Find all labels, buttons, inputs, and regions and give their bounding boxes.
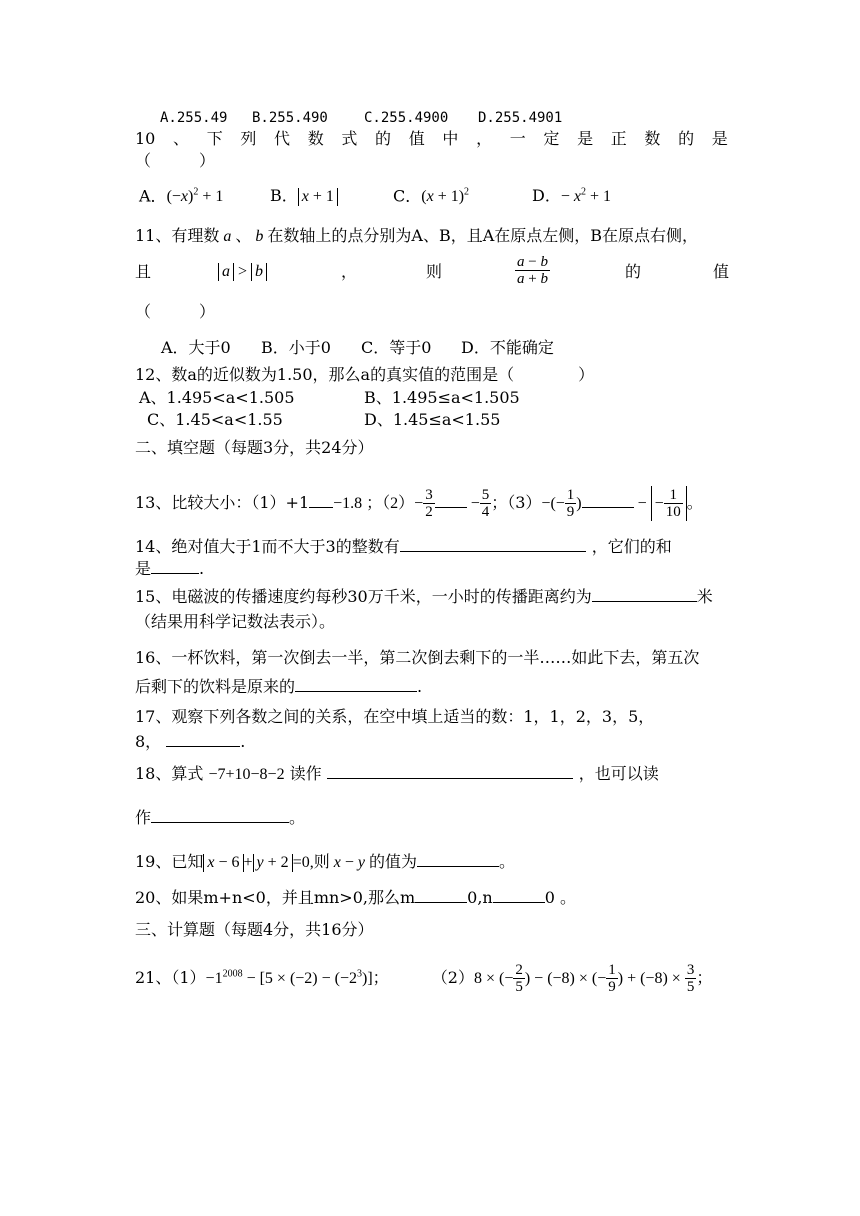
q11-answer-paren: （ ） [135, 302, 216, 321]
q11-option-d: D．不能确定 [461, 338, 554, 357]
q10-char: 下 [206, 129, 223, 148]
q11-option-b: B．小于0 [261, 338, 331, 357]
q10-char: 一 [509, 129, 526, 148]
q10-options [139, 183, 611, 207]
q10-char: 正 [610, 129, 627, 148]
q17-line2: 8， . [135, 732, 246, 751]
q10-char: 代 [274, 129, 291, 148]
q16-answer-blank[interactable] [295, 675, 417, 692]
q14-answer-blank[interactable] [400, 535, 586, 552]
q15-answer-blank[interactable] [592, 585, 697, 602]
q13-question: 13、比较大小：（1）+1 −1.8 ；（2）− $\frac{3}{2}$ − $\frac{5}{4}$ ；（3）−(− $\frac{1}{9}$ ) − − $\frac{1}{10}$ 。 [135, 487, 703, 520]
q11-line1: 11、有理数 a 、 b 在数轴上的点分别为A、B，且A在原点左侧，B在原点右侧， [135, 226, 699, 245]
q18-line2: 作 。 [135, 808, 306, 827]
q11-option-a: A．大于0 [161, 338, 231, 357]
q11-fraction: $\frac{a - b}{a + b}$ [517, 254, 548, 287]
q18-reading-blank[interactable] [327, 762, 573, 779]
q18-alt-reading-blank[interactable] [151, 806, 289, 823]
q12-question: 12、数a的近似数为1.50，那么a的真实值的范围是（ ） [135, 365, 595, 384]
q16-line1: 16、一杯饮料，第一次倒去一半，第二次倒去剩下的一半……如此下去，第五次 [135, 648, 700, 667]
q20-question: 20、如果m+n<0，并且mn>0,那么m 0,n 0 。 [135, 888, 577, 907]
q10-char: 中 [442, 129, 459, 148]
q9-option-d: D.255.4901 [478, 110, 563, 126]
q12-option-c: C、1.45<a<1.55 [147, 410, 283, 429]
q10-char: ， [476, 129, 493, 148]
q10-option-d: D．− $x^2 + 1$ [532, 186, 612, 206]
q10-question [135, 129, 728, 149]
q10-char: 列 [240, 129, 257, 148]
q19-question: 19、已知 x − 6 + y + 2 =0,则 x − y 的值为 。 [135, 852, 515, 871]
q10-char: 10 [135, 129, 156, 148]
q15-line2: （结果用科学记数法表示）。 [135, 612, 336, 631]
q10-char: 的 [375, 129, 392, 148]
q10-char: 数 [644, 129, 661, 148]
q19-answer-blank[interactable] [417, 850, 499, 867]
q10-char: 是 [577, 129, 594, 148]
q12-option-b: B、1.495≤a<1.505 [364, 388, 520, 407]
q12-option-a: A、1.495<a<1.505 [139, 388, 295, 407]
q9-option-c: C.255.4900 [364, 110, 449, 126]
q10-char: 、 [173, 129, 190, 148]
q10-char: 是 [711, 129, 728, 148]
q10-option-b: B． x + 1 [270, 186, 393, 206]
q10-answer-paren: （ ） [135, 151, 216, 170]
q10-option-c: C．$(x + 1)^2$ [393, 186, 470, 206]
q12-option-d: D、1.45≤a<1.55 [364, 410, 501, 429]
section-calculation-title: 三、计算题（每题4分，共16分） [135, 920, 374, 939]
q9-option-b: B.255.490 [252, 110, 328, 126]
q9-options [160, 108, 562, 128]
q11-options [161, 338, 554, 358]
q10-char: 的 [678, 129, 695, 148]
q17-answer-blank[interactable] [166, 730, 240, 747]
q16-line2: 后剩下的饮料是原来的 . [135, 677, 423, 696]
q20-m-blank[interactable] [415, 886, 467, 903]
q9-option-a: A.255.49 [160, 110, 228, 126]
q17-line1: 17、观察下列各数之间的关系，在空中填上适当的数：1，1，2，3，5， [135, 707, 655, 726]
q18-line1: 18、算式 −7+10−8−2 读作 ，也可以读 [135, 764, 659, 783]
q15-line1: 15、电磁波的传播速度约每秒30万千米，一小时的传播距离约为 米 [135, 587, 713, 606]
q14-sum-blank[interactable] [151, 557, 199, 574]
q10-char: 数 [307, 129, 324, 148]
q11-option-c: C．等于0 [361, 338, 432, 357]
q14-line2: 是 . [135, 559, 205, 578]
q10-char: 定 [543, 129, 560, 148]
q20-n-blank[interactable] [493, 886, 545, 903]
q14-line1: 14、绝对值大于1而不大于3的整数有 ，它们的和 [135, 537, 672, 556]
q10-char: 式 [341, 129, 358, 148]
q21-question: 21、$(1)-1^{2008} - [5 \times (-2) - (-2^3)]$； （2）8 × (− $\frac{2}{5}$ ) − (−8) × (− $\frac{1}{9}$ ) + (−8) × $\frac{3}{5}$ ； [135, 962, 713, 995]
q10-option-a: A．$(-x)^2 + 1$ [139, 186, 224, 206]
q10-char: 值 [408, 129, 425, 148]
q11-line2: 且 a > b ， 则 $\frac{a - b}{a + b}$ 的 值 [135, 254, 730, 287]
section-fill-in-title: 二、填空题（每题3分，共24分） [135, 438, 374, 457]
